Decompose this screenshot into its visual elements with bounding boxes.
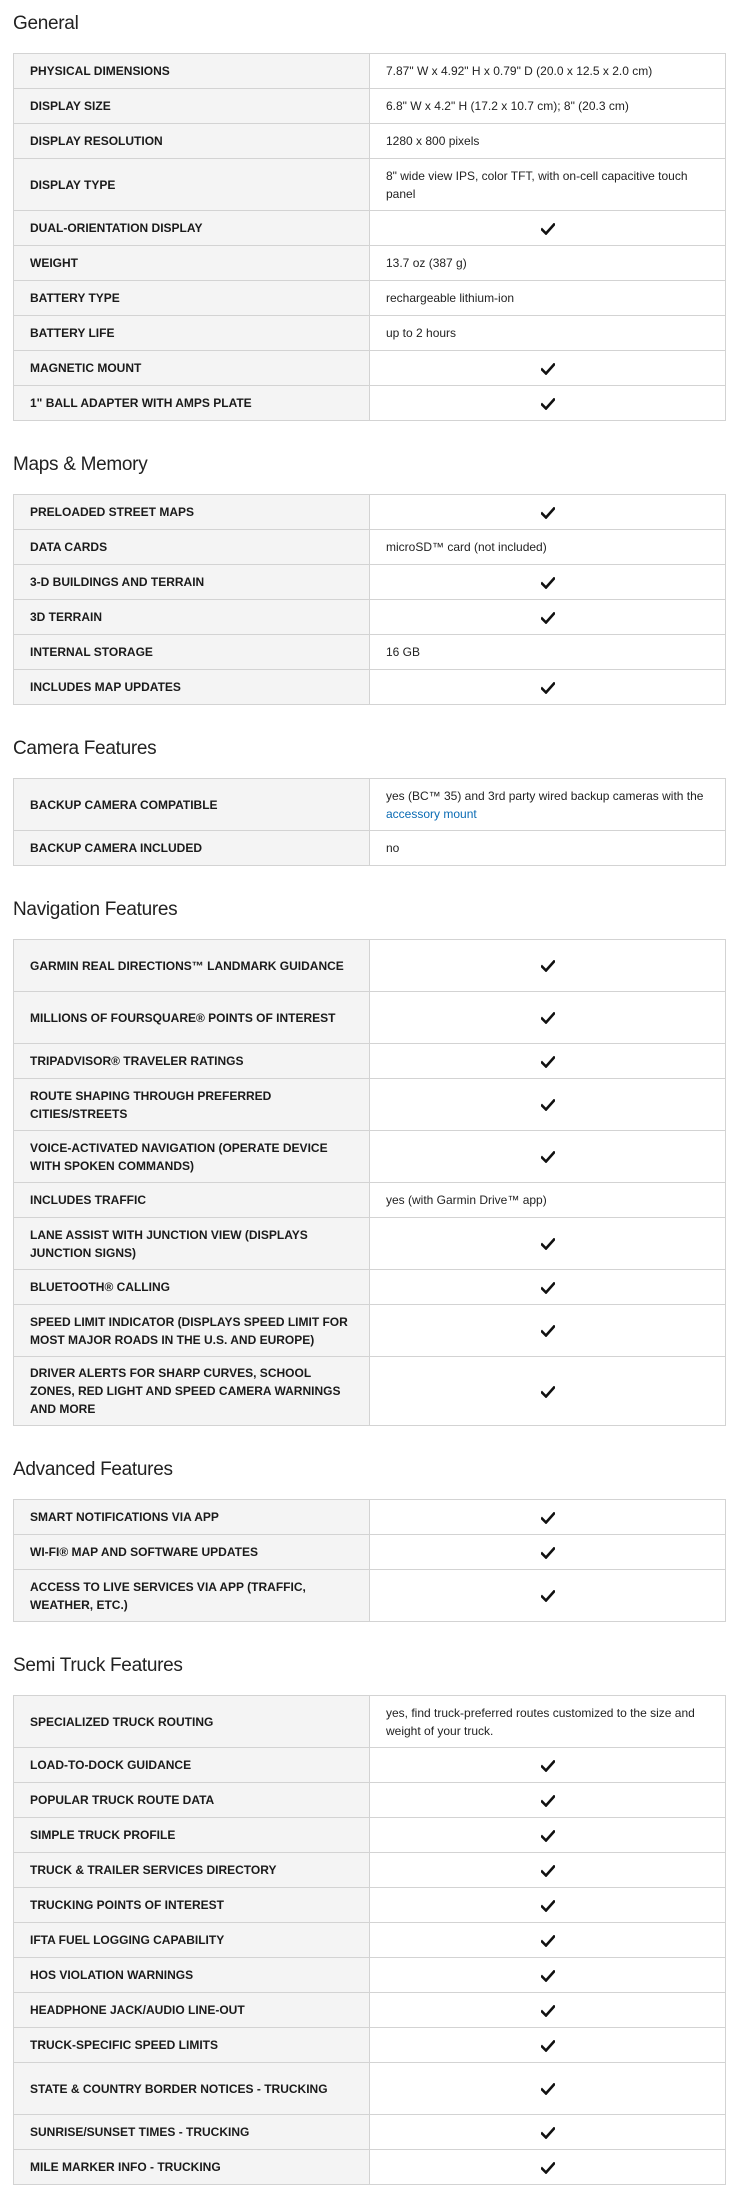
spec-table — [13, 1499, 726, 1622]
table-row — [14, 1500, 726, 1535]
spec-value-check — [370, 1218, 726, 1270]
table-row — [14, 1357, 726, 1426]
table-row — [14, 159, 726, 211]
checkmark-icon — [541, 1011, 555, 1025]
spec-label: WEIGHT — [14, 246, 370, 281]
spec-label: VOICE-ACTIVATED NAVIGATION (OPERATE DEVICE WITH SPOKEN COMMANDS) — [14, 1131, 370, 1183]
spec-value — [370, 1696, 726, 1748]
spec-table — [13, 1695, 726, 2185]
spec-value-text: 7.87" W x 4.92" H x 0.79" D (20.0 x 12.5 x 2.0 cm) — [386, 64, 653, 78]
checkmark-icon — [541, 1054, 555, 1068]
spec-label: POPULAR TRUCK ROUTE DATA — [14, 1783, 370, 1818]
spec-label: 1" BALL ADAPTER WITH AMPS PLATE — [14, 386, 370, 421]
spec-value-text: 8" wide view IPS, color TFT, with on-cell capacitive touch panel — [386, 168, 688, 201]
spec-value — [370, 831, 726, 866]
checkmark-icon — [541, 221, 555, 235]
checkmark-icon — [541, 610, 555, 624]
spec-value-text: yes (with Garmin Drive™ app) — [386, 1193, 547, 1207]
checkmark-icon — [541, 1237, 555, 1251]
table-row — [14, 530, 726, 565]
spec-value-check — [370, 1570, 726, 1622]
spec-label: HEADPHONE JACK/AUDIO LINE-OUT — [14, 1993, 370, 2028]
spec-value-check — [370, 1993, 726, 2028]
table-row — [14, 89, 726, 124]
spec-value-check — [370, 1888, 726, 1923]
spec-value-check — [370, 1270, 726, 1305]
table-row — [14, 2028, 726, 2063]
table-row — [14, 2115, 726, 2150]
table-row — [14, 1183, 726, 1218]
table-row — [14, 2150, 726, 2185]
spec-label: SPEED LIMIT INDICATOR (DISPLAYS SPEED LIMIT FOR MOST MAJOR ROADS IN THE U.S. AND EUROPE) — [14, 1305, 370, 1357]
section-title: Camera Features — [13, 738, 157, 759]
checkmark-icon — [541, 361, 555, 375]
table-row — [14, 316, 726, 351]
checkmark-icon — [541, 1828, 555, 1842]
spec-label: TRUCK & TRAILER SERVICES DIRECTORY — [14, 1853, 370, 1888]
spec-label: STATE & COUNTRY BORDER NOTICES - TRUCKING — [14, 2063, 370, 2115]
table-row — [14, 779, 726, 831]
spec-value — [370, 316, 726, 351]
checkmark-icon — [541, 2003, 555, 2017]
table-row — [14, 1783, 726, 1818]
spec-value — [370, 1183, 726, 1218]
table-row — [14, 1305, 726, 1357]
checkmark-icon — [541, 1793, 555, 1807]
spec-label: TRUCKING POINTS OF INTEREST — [14, 1888, 370, 1923]
spec-value-check — [370, 1783, 726, 1818]
checkmark-icon — [541, 2082, 555, 2096]
spec-label: SIMPLE TRUCK PROFILE — [14, 1818, 370, 1853]
table-row — [14, 2063, 726, 2115]
spec-table — [13, 778, 726, 866]
spec-table — [13, 494, 726, 705]
spec-value-text: rechargeable lithium-ion — [386, 291, 515, 305]
section-camera-features — [13, 705, 725, 866]
checkmark-icon — [541, 1280, 555, 1294]
table-row — [14, 1993, 726, 2028]
table-row — [14, 992, 726, 1044]
spec-label: SPECIALIZED TRUCK ROUTING — [14, 1696, 370, 1748]
spec-label: SUNRISE/SUNSET TIMES - TRUCKING — [14, 2115, 370, 2150]
checkmark-icon — [541, 1933, 555, 1947]
spec-value-check — [370, 351, 726, 386]
spec-value-check — [370, 1958, 726, 1993]
spec-label: PHYSICAL DIMENSIONS — [14, 54, 370, 89]
checkmark-icon — [541, 1758, 555, 1772]
spec-value-text: 13.7 oz (387 g) — [386, 256, 467, 270]
spec-label: DATA CARDS — [14, 530, 370, 565]
checkmark-icon — [541, 1098, 555, 1112]
spec-label: DRIVER ALERTS FOR SHARP CURVES, SCHOOL ZONES, RED LIGHT AND SPEED CAMERA WARNINGS AND MORE — [14, 1357, 370, 1426]
checkmark-icon — [541, 680, 555, 694]
spec-value-check — [370, 565, 726, 600]
section-title: General — [13, 13, 79, 34]
spec-value — [370, 124, 726, 159]
spec-label: INCLUDES MAP UPDATES — [14, 670, 370, 705]
spec-label: INTERNAL STORAGE — [14, 635, 370, 670]
checkmark-icon — [541, 1150, 555, 1164]
checkmark-icon — [541, 1968, 555, 1982]
spec-value-check — [370, 940, 726, 992]
spec-value-text: 16 GB — [386, 645, 421, 659]
table-row — [14, 1535, 726, 1570]
table-row — [14, 495, 726, 530]
spec-label: 3D TERRAIN — [14, 600, 370, 635]
table-row — [14, 351, 726, 386]
section-semi-truck-features — [13, 1622, 725, 2185]
spec-table — [13, 53, 726, 421]
spec-value-check — [370, 600, 726, 635]
section-title: Semi Truck Features — [13, 1655, 183, 1676]
table-row — [14, 1818, 726, 1853]
spec-value — [370, 779, 726, 831]
spec-value-text: yes, find truck-preferred routes customized to the size and weight of your truck. — [386, 1705, 695, 1738]
checkmark-icon — [541, 959, 555, 973]
spec-label: TRUCK-SPECIFIC SPEED LIMITS — [14, 2028, 370, 2063]
table-row — [14, 1270, 726, 1305]
checkmark-icon — [541, 1863, 555, 1877]
table-row — [14, 246, 726, 281]
table-row — [14, 1131, 726, 1183]
spec-value-text: up to 2 hours — [386, 326, 457, 340]
spec-value — [370, 635, 726, 670]
spec-label: INCLUDES TRAFFIC — [14, 1183, 370, 1218]
checkmark-icon — [541, 1324, 555, 1338]
checkmark-icon — [541, 575, 555, 589]
table-row — [14, 940, 726, 992]
spec-value-check — [370, 1079, 726, 1131]
spec-value-check — [370, 992, 726, 1044]
spec-label: HOS VIOLATION WARNINGS — [14, 1958, 370, 1993]
spec-label: DISPLAY TYPE — [14, 159, 370, 211]
section-title: Advanced Features — [13, 1459, 173, 1480]
spec-label: IFTA FUEL LOGGING CAPABILITY — [14, 1923, 370, 1958]
table-row — [14, 1696, 726, 1748]
spec-label: BATTERY TYPE — [14, 281, 370, 316]
spec-value-check — [370, 2150, 726, 2185]
spec-value-check — [370, 386, 726, 421]
accessory-mount-link[interactable]: accessory mount — [386, 806, 477, 821]
section-title: Maps & Memory — [13, 454, 148, 475]
spec-label: BACKUP CAMERA COMPATIBLE — [14, 779, 370, 831]
spec-value-text: 6.8" W x 4.2" H (17.2 x 10.7 cm); 8" (20.3 cm) — [386, 99, 629, 113]
spec-value-check — [370, 1131, 726, 1183]
checkmark-icon — [541, 1589, 555, 1603]
spec-value — [370, 159, 726, 211]
spec-value-check — [370, 1357, 726, 1426]
table-row — [14, 54, 726, 89]
spec-value-check — [370, 2028, 726, 2063]
spec-label: LANE ASSIST WITH JUNCTION VIEW (DISPLAYS JUNCTION SIGNS) — [14, 1218, 370, 1270]
spec-value-check — [370, 2115, 726, 2150]
spec-value-check — [370, 1853, 726, 1888]
table-row — [14, 831, 726, 866]
spec-label: DISPLAY SIZE — [14, 89, 370, 124]
spec-label: DISPLAY RESOLUTION — [14, 124, 370, 159]
table-row — [14, 1923, 726, 1958]
checkmark-icon — [541, 2160, 555, 2174]
spec-value-check — [370, 211, 726, 246]
table-row — [14, 1853, 726, 1888]
section-navigation-features — [13, 866, 725, 1426]
spec-label: ACCESS TO LIVE SERVICES VIA APP (TRAFFIC, WEATHER, ETC.) — [14, 1570, 370, 1622]
spec-value — [370, 281, 726, 316]
table-row — [14, 211, 726, 246]
checkmark-icon — [541, 505, 555, 519]
checkmark-icon — [541, 1384, 555, 1398]
section-maps-memory — [13, 421, 725, 705]
spec-value-text: microSD™ card (not included) — [386, 540, 547, 554]
checkmark-icon — [541, 1545, 555, 1559]
spec-label: TRIPADVISOR® TRAVELER RATINGS — [14, 1044, 370, 1079]
spec-value — [370, 54, 726, 89]
spec-value — [370, 246, 726, 281]
spec-label: BATTERY LIFE — [14, 316, 370, 351]
spec-value-check — [370, 1923, 726, 1958]
table-row — [14, 1570, 726, 1622]
spec-label: MILE MARKER INFO - TRUCKING — [14, 2150, 370, 2185]
table-row — [14, 1218, 726, 1270]
table-row — [14, 670, 726, 705]
spec-value-text: yes (BC™ 35) and 3rd party wired backup cameras with the — [386, 788, 704, 803]
spec-label: SMART NOTIFICATIONS VIA APP — [14, 1500, 370, 1535]
spec-label: BLUETOOTH® CALLING — [14, 1270, 370, 1305]
table-row — [14, 600, 726, 635]
spec-label: WI-FI® MAP AND SOFTWARE UPDATES — [14, 1535, 370, 1570]
table-row — [14, 565, 726, 600]
spec-value-check — [370, 670, 726, 705]
spec-value-check — [370, 1500, 726, 1535]
spec-value — [370, 530, 726, 565]
spec-value-check — [370, 1818, 726, 1853]
spec-label: 3-D BUILDINGS AND TERRAIN — [14, 565, 370, 600]
spec-value-check — [370, 1535, 726, 1570]
spec-value-check — [370, 1044, 726, 1079]
spec-label: MILLIONS OF FOURSQUARE® POINTS OF INTEREST — [14, 992, 370, 1044]
section-advanced-features — [13, 1426, 725, 1622]
spec-value — [370, 89, 726, 124]
spec-value-check — [370, 1305, 726, 1357]
spec-label: DUAL-ORIENTATION DISPLAY — [14, 211, 370, 246]
spec-label: GARMIN REAL DIRECTIONS™ LANDMARK GUIDANCE — [14, 940, 370, 992]
table-row — [14, 1748, 726, 1783]
spec-label: MAGNETIC MOUNT — [14, 351, 370, 386]
table-row — [14, 1888, 726, 1923]
table-row — [14, 386, 726, 421]
checkmark-icon — [541, 2125, 555, 2139]
checkmark-icon — [541, 1898, 555, 1912]
section-general — [13, 0, 725, 421]
spec-label: LOAD-TO-DOCK GUIDANCE — [14, 1748, 370, 1783]
spec-value-check — [370, 495, 726, 530]
table-row — [14, 635, 726, 670]
spec-table — [13, 939, 726, 1426]
spec-value-text: no — [386, 841, 400, 855]
spec-label: PRELOADED STREET MAPS — [14, 495, 370, 530]
section-title: Navigation Features — [13, 899, 178, 920]
table-row — [14, 1044, 726, 1079]
spec-value-text: 1280 x 800 pixels — [386, 134, 480, 148]
spec-value-check — [370, 2063, 726, 2115]
checkmark-icon — [541, 1510, 555, 1524]
table-row — [14, 124, 726, 159]
table-row — [14, 281, 726, 316]
spec-label: BACKUP CAMERA INCLUDED — [14, 831, 370, 866]
checkmark-icon — [541, 396, 555, 410]
checkmark-icon — [541, 2038, 555, 2052]
table-row — [14, 1958, 726, 1993]
spec-value-check — [370, 1748, 726, 1783]
spec-label: ROUTE SHAPING THROUGH PREFERRED CITIES/STREETS — [14, 1079, 370, 1131]
table-row — [14, 1079, 726, 1131]
